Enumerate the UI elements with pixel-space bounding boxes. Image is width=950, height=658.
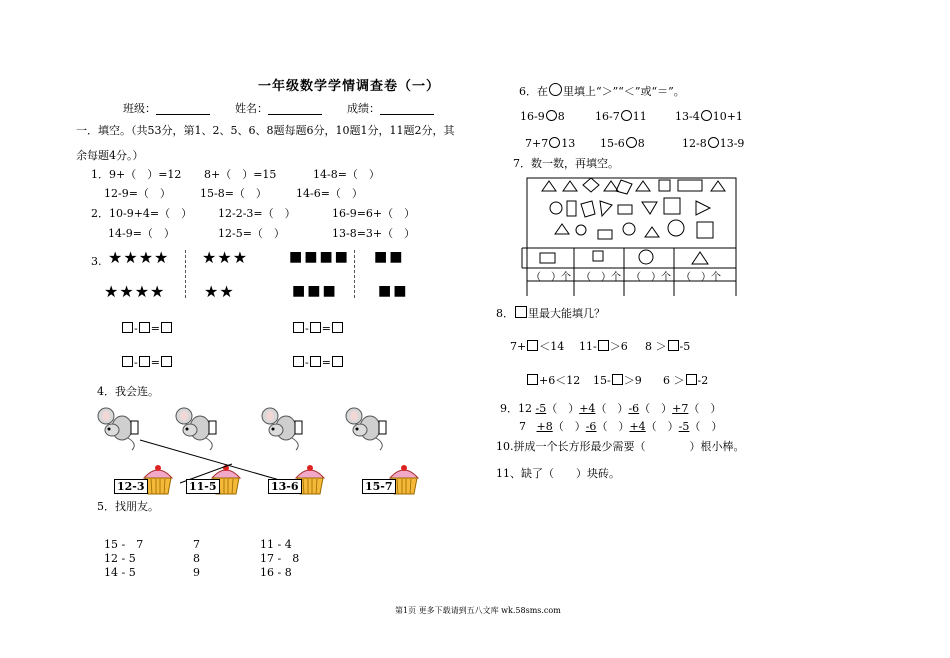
mouse-3	[262, 408, 302, 450]
q6-item-6[interactable]: 12-8 13-9	[682, 137, 745, 150]
q5-mid-1: 7	[193, 538, 200, 551]
q6-label: 6．在 里填上“＞”“＜”或“＝”。	[519, 85, 685, 98]
q6-item-3[interactable]: 13-4 10+1	[675, 110, 743, 123]
q8-label: 8． 里最大能填几？	[496, 307, 605, 320]
section1-heading-cont: 余每题4分。）	[76, 149, 144, 162]
page-footer: 第1页 更多下载请到五八文库 wk.58sms.com	[395, 606, 561, 615]
q2-item-6: 13-8=3+（ ）	[332, 227, 416, 240]
q2-item-1: 2．10-9+4=（ ）	[91, 207, 193, 220]
q3-number: 3.	[91, 255, 102, 268]
q8-item-2[interactable]: 11- ＞6	[579, 340, 628, 353]
q6-item-1[interactable]: 16-9 8	[520, 110, 565, 123]
q1-item-6: 14-6=（ ）	[296, 187, 363, 200]
q5-left-1: 15 - 7	[104, 538, 144, 551]
q2-item-4: 14-9=（ ）	[108, 227, 175, 240]
q6-item-5[interactable]: 15-6 8	[600, 137, 645, 150]
q6-item-4[interactable]: 7+7 13	[525, 137, 576, 150]
cake-label-4: 15-7	[362, 479, 396, 494]
cake-label-2: 11-5	[186, 479, 220, 494]
equation-blank-4[interactable]: - =	[292, 356, 344, 369]
q5-label: 5．找朋友。	[97, 500, 159, 513]
star-group-b1: ★★★	[202, 248, 249, 267]
star-group-a1: ★★★★	[108, 248, 170, 267]
q7-shapes	[540, 178, 725, 264]
square-group-b2: ■■	[378, 283, 409, 299]
q5-right-1: 11 - 4	[260, 538, 292, 551]
q2-item-3: 16-9=6+（ ）	[332, 207, 416, 220]
q5-left-3: 14 - 5	[104, 566, 136, 579]
q10-text: 10.拼成一个长方形最少需要（ ）根小棒。	[496, 440, 745, 453]
cake-label-3: 13-6	[268, 479, 302, 494]
section1-heading: 一．填空。（共53分，第1、2、5、6、8题每题6分，10题1分，11题2分，其	[76, 124, 455, 137]
class-label: 班级：	[123, 102, 156, 115]
q8-item-5[interactable]: 15- ＞9	[593, 374, 642, 387]
equation-blank-1[interactable]: - =	[121, 322, 173, 335]
equation-blank-3[interactable]: - =	[121, 356, 173, 369]
cupcake-1	[144, 465, 172, 494]
star-group-b2: ★★	[204, 282, 235, 301]
q9-row-2: 7 +8（ ）-6（ ）+4（ ）-5（ ）	[519, 420, 723, 433]
q7-count-4[interactable]: （ ）个	[681, 272, 721, 283]
square-group-b1: ■■	[374, 249, 405, 265]
q8-item-6[interactable]: 6 ＞ -2	[663, 374, 709, 387]
mouse-1	[98, 408, 138, 450]
q7-count-2[interactable]: （ ）个	[581, 272, 621, 283]
square-group-a1: ■■■■	[289, 249, 350, 265]
q5-mid-3: 9	[193, 566, 200, 579]
q1-item-1: 1．9+（ ）=12	[91, 168, 182, 181]
square-group-a2: ■■■	[292, 283, 338, 299]
q5-right-3: 16 - 8	[260, 566, 292, 579]
mouse-4	[346, 408, 386, 450]
name-label: 姓名：	[235, 102, 268, 115]
q11-text: 11、缺了（ ）块砖。	[496, 467, 620, 480]
q7-count-1[interactable]: （ ）个	[531, 272, 571, 283]
cake-label-1: 12-3	[114, 479, 148, 494]
q1-item-3: 14-8=（ ）	[313, 168, 380, 181]
mouse-2	[176, 408, 216, 450]
q7-label: 7．数一数，再填空。	[513, 157, 619, 170]
q1-item-5: 15-8=（ ）	[200, 187, 267, 200]
page-title: 一年级数学学情调查卷（一）	[258, 79, 441, 94]
q7-count-3[interactable]: （ ）个	[631, 272, 671, 283]
q8-item-1[interactable]: 7+ ＜14	[510, 340, 565, 353]
q8-item-3[interactable]: 8 ＞ -5	[645, 340, 691, 353]
q2-item-5: 12-5=（ ）	[218, 227, 285, 240]
q5-mid-2: 8	[193, 552, 200, 565]
q9-row-1: 9．12 -5（ ）+4（ ）-6（ ）+7（ ）	[500, 402, 722, 415]
q5-left-2: 12 - 5	[104, 552, 136, 565]
q4-label: 4．我会连。	[97, 385, 159, 398]
q8-item-4[interactable]: +6＜12	[526, 374, 580, 387]
q1-item-4: 12-9=（ ）	[104, 187, 171, 200]
q1-item-2: 8+（ ）=15	[204, 168, 277, 181]
q6-item-2[interactable]: 16-7 11	[595, 110, 647, 123]
q2-item-2: 12-2-3=（ ）	[218, 207, 296, 220]
score-label: 成绩：	[347, 102, 380, 115]
star-group-a2: ★★★★	[104, 282, 166, 301]
equation-blank-2[interactable]: - =	[292, 322, 344, 335]
q5-right-2: 17 - 8	[260, 552, 300, 565]
